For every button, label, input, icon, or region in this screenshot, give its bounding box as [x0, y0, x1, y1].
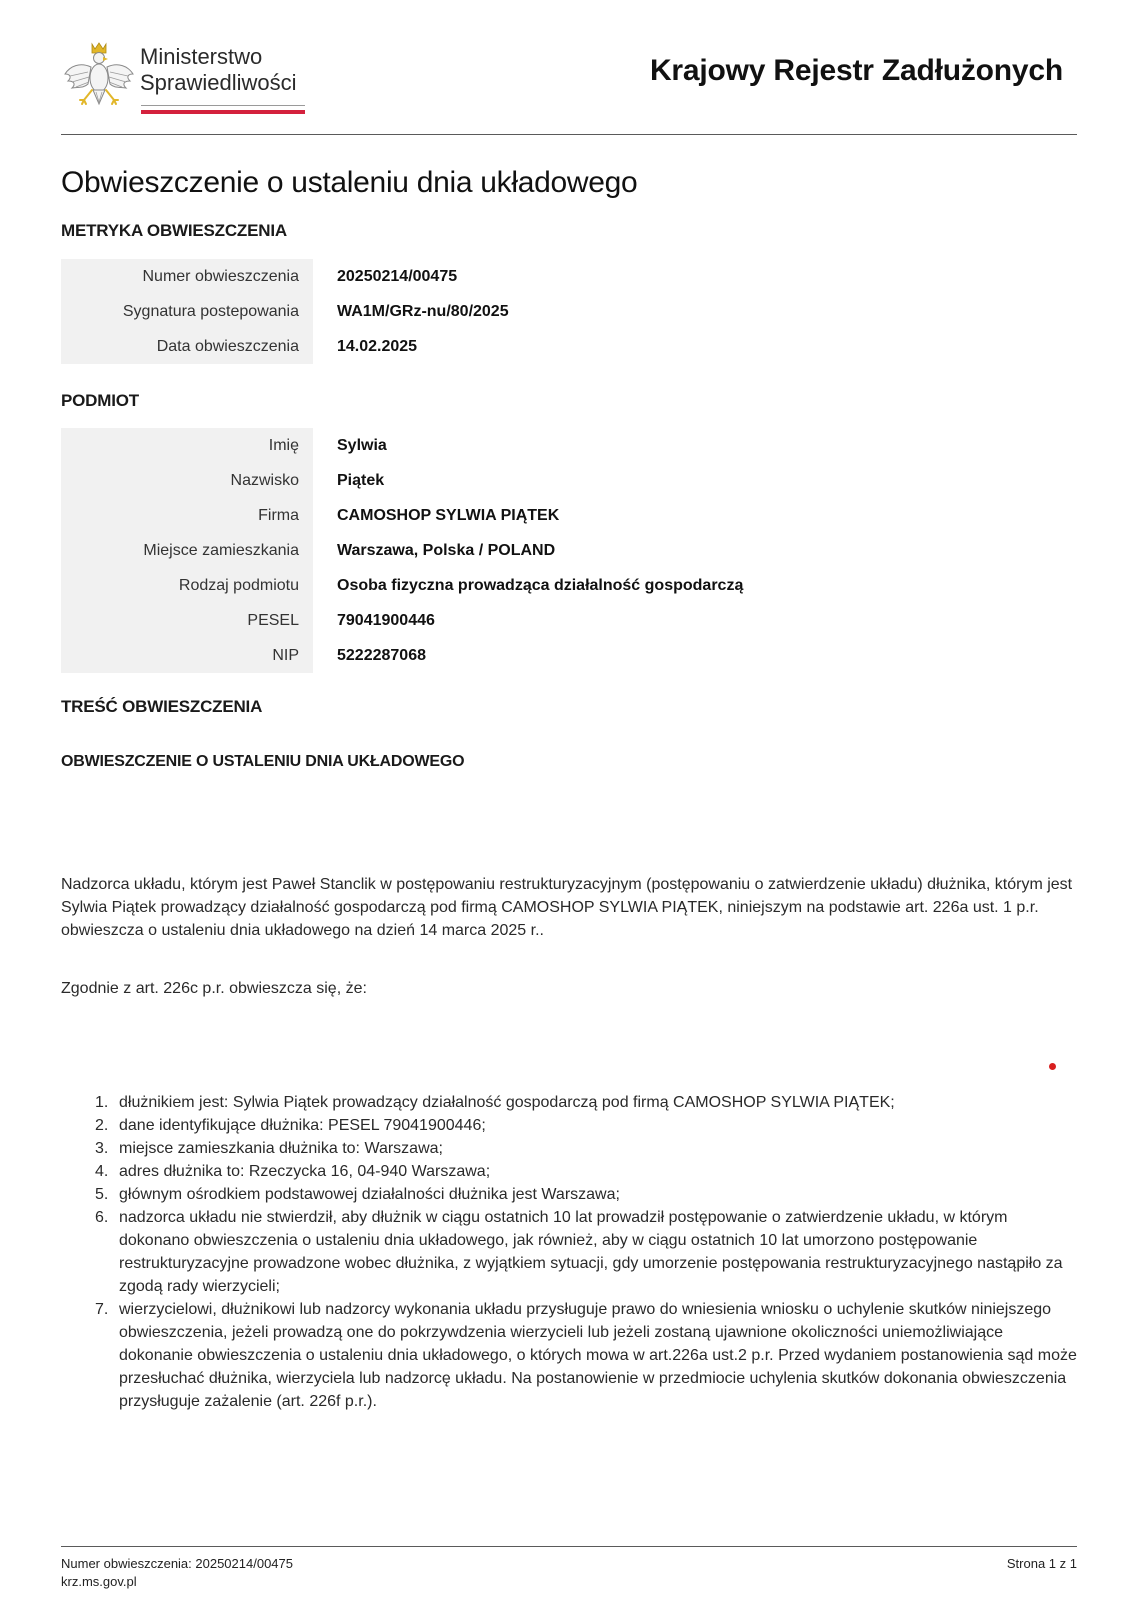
metryka-row	[61, 329, 1077, 364]
list-item	[61, 1137, 1077, 1160]
podmiot-row	[61, 568, 1077, 603]
metryka-row	[61, 259, 1077, 294]
podmiot-value: CAMOSHOP SYLWIA PIĄTEK	[337, 507, 560, 524]
metryka-label: Sygnatura postepowania	[61, 294, 313, 329]
metryka-value: 20250214/00475	[337, 268, 458, 285]
podmiot-label: Rodzaj podmiotu	[61, 568, 313, 603]
list-item	[61, 1091, 1077, 1114]
ministry-name-line2: Sprawiedliwości	[140, 70, 297, 95]
ministry-logo	[61, 38, 321, 118]
metryka-table	[61, 259, 1077, 364]
podmiot-label: NIP	[61, 638, 313, 673]
document-page	[61, 0, 1077, 1613]
podmiot-label: Firma	[61, 498, 313, 533]
notice-subheading: OBWIESZCZENIE O USTALENIU DNIA UKŁADOWEGO	[61, 753, 465, 770]
metryka-heading: METRYKA OBWIESZCZENIA	[61, 221, 287, 240]
metryka-value: 14.02.2025	[337, 338, 418, 355]
page-number: Strona 1 z 1	[1006, 1556, 1077, 1571]
podmiot-row	[61, 463, 1077, 498]
list-item	[61, 1183, 1077, 1206]
metryka-label: Data obwieszczenia	[61, 329, 313, 364]
podmiot-table	[61, 428, 1077, 673]
ministry-name-line1: Ministerstwo	[140, 44, 263, 69]
eagle-emblem-icon	[62, 40, 136, 114]
notice-intro-paragraph: Zgodnie z art. 226c p.r. obwieszcza się, że:	[61, 980, 367, 997]
list-item-text: dłużnikiem jest: Sylwia Piątek prowadzący działalność gospodarczą pod firmą CAMOSHOP SYLWIA PIĄTEK;	[119, 1094, 895, 1111]
list-item-text: adres dłużnika to: Rzeczycka 16, 04-940 Warszawa;	[119, 1163, 491, 1180]
podmiot-value: Warszawa, Polska / POLAND	[337, 542, 556, 559]
list-item-text: wierzycielowi, dłużnikowi lub nadzorcy wykonania układu przysługuje prawo do wniesienia wniosku o uchylenie skutków niniejszego obwieszczenia, jeżeli prowadzą one do pokrzywdzenia wierzycieli lub jeżeli zostaną ujawnione okoliczności uniemożliwiające dokonanie obwieszczenia o ustaleniu dnia układowego, o których mowa w art.226a ust.2 p.r. Przed wydaniem postanowienia sąd może przesłuchać dłużnika, wierzyciela lub nadzorcę układu. Na postanowienie w przedmiocie uchylenia skutków dokonania obwieszczenia przysługuje zażalenie (art. 226f p.r.).	[119, 1301, 1077, 1410]
footer-site-link[interactable]: krz.ms.gov.pl	[61, 1574, 137, 1589]
site-title: Krajowy Rejestr Zadłużonych	[649, 54, 1063, 87]
list-item-number: 5.	[95, 1186, 109, 1203]
notice-paragraph: Nadzorca układu, którym jest Paweł Stanclik w postępowaniu restrukturyzacyjnym (postępowaniu o zatwierdzenie układu) dłużnika, którym jest Sylwia Piątek prowadzący działalność gospodarczą pod firmą CAMOSHOP SYLWIA PIĄTEK, niniejszym na podstawie art. 226a ust. 1 p.r. obwieszcza o ustaleniu dnia układowego na dzień 14 marca 2025 r..	[61, 876, 1073, 939]
list-item-text: głównym ośrodkiem podstawowej działalności dłużnika jest Warszawa;	[119, 1186, 620, 1203]
list-item	[61, 1298, 1077, 1413]
podmiot-label: Nazwisko	[61, 463, 313, 498]
metryka-label: Numer obwieszczenia	[61, 259, 313, 294]
red-dot-mark	[1049, 1063, 1056, 1070]
ministry-name	[140, 44, 297, 96]
list-item-number: 6.	[95, 1209, 109, 1226]
footer-divider	[61, 1546, 1077, 1547]
page-header	[61, 38, 1077, 134]
list-item	[61, 1160, 1077, 1183]
list-item-number: 4.	[95, 1163, 109, 1180]
podmiot-heading: PODMIOT	[61, 391, 139, 410]
list-item	[61, 1114, 1077, 1137]
podmiot-row	[61, 498, 1077, 533]
list-item-text: dane identyfikujące dłużnika: PESEL 79041900446;	[119, 1117, 486, 1134]
list-item-number: 7.	[95, 1301, 109, 1318]
metryka-value: WA1M/GRz-nu/80/2025	[337, 303, 509, 320]
podmiot-value: Osoba fizyczna prowadząca działalność gospodarczą	[337, 577, 744, 594]
podmiot-value: Piątek	[337, 472, 385, 489]
podmiot-row	[61, 603, 1077, 638]
list-item-number: 3.	[95, 1140, 109, 1157]
metryka-row	[61, 294, 1077, 329]
footer-notice-number: Numer obwieszczenia: 20250214/00475	[61, 1556, 293, 1571]
document-title: Obwieszczenie o ustaleniu dnia układowego	[61, 166, 638, 199]
list-item-number: 2.	[95, 1117, 109, 1134]
list-item-number: 1.	[95, 1094, 109, 1111]
podmiot-label: Imię	[61, 428, 313, 463]
podmiot-row	[61, 638, 1077, 673]
podmiot-row	[61, 428, 1077, 463]
notice-list	[61, 1091, 1077, 1413]
list-item	[61, 1206, 1077, 1298]
podmiot-label: PESEL	[61, 603, 313, 638]
podmiot-value: 5222287068	[337, 647, 426, 664]
header-divider	[61, 134, 1077, 135]
logo-divider	[141, 105, 305, 106]
list-item-text: miejsce zamieszkania dłużnika to: Warszawa;	[119, 1140, 443, 1157]
footer-info	[61, 1555, 293, 1591]
podmiot-value: 79041900446	[337, 612, 435, 629]
podmiot-row	[61, 533, 1077, 568]
logo-accent-bar	[141, 110, 305, 114]
list-item-text: nadzorca układu nie stwierdził, aby dłużnik w ciągu ostatnich 10 lat prowadził postępowanie o zatwierdzenie układu, w którym dokonano obwieszczenia o ustaleniu dnia układowego, jak również, aby w ciągu ostatnich 10 lat umorzono postępowanie restrukturyzacyjne prowadzone wobec dłużnika, z wyjątkiem sytuacji, gdy umorzenie postępowania restrukturyzacyjnego nastąpiło za zgodą rady wierzycieli;	[119, 1209, 1063, 1295]
podmiot-value: Sylwia	[337, 437, 387, 454]
podmiot-label: Miejsce zamieszkania	[61, 533, 313, 568]
tresc-heading: TREŚĆ OBWIESZCZENIA	[61, 697, 263, 716]
